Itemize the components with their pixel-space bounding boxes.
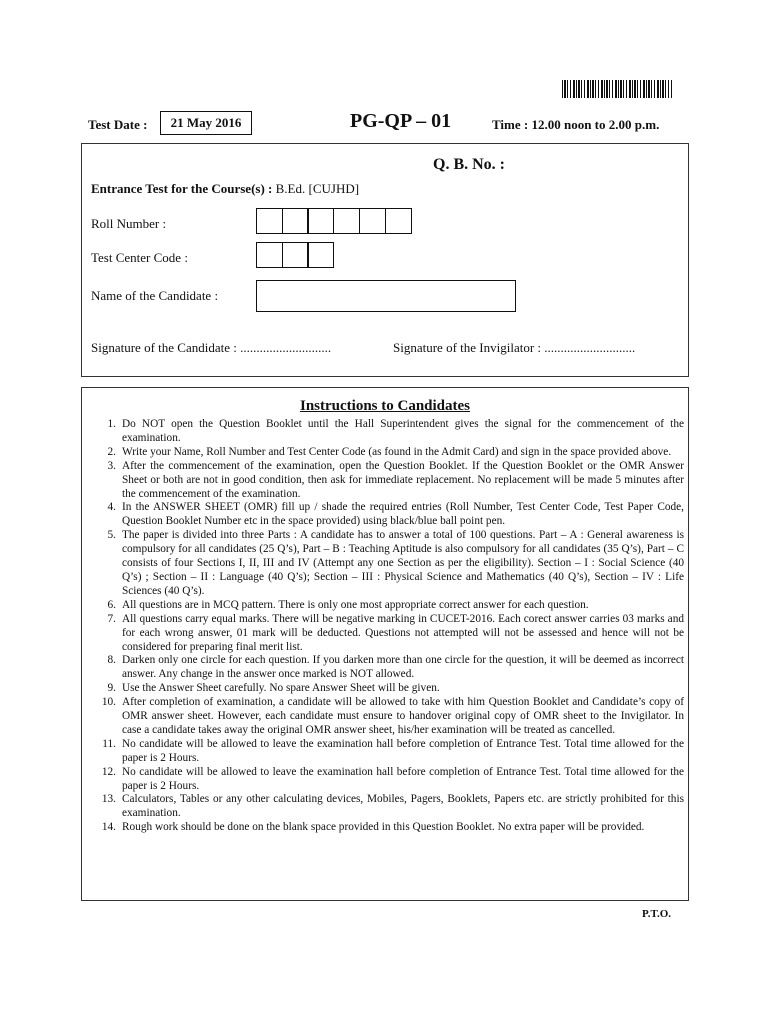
instruction-number: 10. bbox=[101, 696, 116, 709]
test-center-cell[interactable] bbox=[307, 242, 334, 268]
exam-time: Time : 12.00 noon to 2.00 p.m. bbox=[492, 117, 660, 132]
roll-number-cell[interactable] bbox=[359, 208, 386, 234]
instruction-number: 9. bbox=[107, 682, 116, 695]
qb-no-label: Q. B. No. : bbox=[433, 156, 505, 173]
instruction-number: 2. bbox=[107, 445, 116, 458]
instruction-text: The paper is divided into three Parts : A candidate has to answer a total of 100 questions. Part – A : General awareness is compulsory for all candidates (25 Q’s), Part – B : Teaching Aptitude is also compulsory for all candidates (35 Q’s), Part – C consists of four Sections I, II, III and IV (Attempt any one Section as per the eligibility). Section – I : Social Science (40 Q’s) ; Section – II : Language (40 Q’s); Section – III : Physical Science and Mathematics (40 Q’s), Section – IV : Life Sciences (40 Q’s). bbox=[122, 529, 684, 597]
instruction-text: All questions carry equal marks. There will be negative marking in CUCET-2016. Each corect answer carries 03 marks and for each wrong answer, 01 mark will be deducted. Questions not attempted will not be assessed and hence will not be considered for preparing final merit list. bbox=[122, 612, 684, 653]
course-line bbox=[91, 181, 359, 197]
test-center-label: Test Center Code : bbox=[91, 250, 188, 265]
test-center-cell[interactable] bbox=[282, 242, 309, 268]
instruction-text: After completion of examination, a candidate will be allowed to take with him Question Booklet and Candidate’s copy of OMR answer sheet. However, each candidate must ensure to handover original copy of OMR sheet to the Invigilator. In case a candidate takes away the original OMR answer sheet, his/her examination will be treated as cancelled. bbox=[122, 696, 684, 736]
instruction-item bbox=[90, 460, 684, 502]
candidate-details-box bbox=[81, 143, 689, 377]
instruction-item bbox=[90, 682, 684, 696]
test-center-cell[interactable] bbox=[256, 242, 283, 268]
course-label: Entrance Test for the Course(s) : bbox=[91, 181, 273, 196]
instruction-item bbox=[90, 821, 684, 835]
pto-label: P.T.O. bbox=[642, 908, 672, 920]
test-date-label: Test Date : bbox=[88, 117, 148, 132]
instruction-text: Rough work should be done on the blank space provided in this Question Booklet. No extra paper will be provided. bbox=[122, 821, 645, 834]
roll-number-cell[interactable] bbox=[307, 208, 334, 234]
instruction-item bbox=[90, 446, 684, 460]
instructions-list bbox=[90, 418, 684, 835]
instruction-item bbox=[90, 501, 684, 529]
instruction-number: 13. bbox=[101, 793, 116, 806]
instruction-item bbox=[90, 599, 684, 613]
paper-code: PG-QP – 01 bbox=[350, 110, 452, 132]
instruction-number: 1. bbox=[107, 418, 116, 430]
instruction-item bbox=[90, 529, 684, 599]
barcode bbox=[562, 80, 672, 98]
test-date-value: 21 May 2016 bbox=[160, 111, 252, 135]
candidate-signature: Signature of the Candidate : ............................ bbox=[91, 340, 332, 355]
instructions-title: Instructions to Candidates bbox=[299, 398, 471, 414]
instruction-text: No candidate will be allowed to leave the examination hall before completion of Entrance Test. Total time allowed for the paper is 2 Hours. bbox=[122, 737, 684, 764]
roll-number-cell[interactable] bbox=[385, 208, 412, 234]
instruction-text: In the ANSWER SHEET (OMR) fill up / shade the required entries (Roll Number, Test Center Code, Test Paper Code, Question Booklet Number etc in the space provided) using black/blue ball point pen. bbox=[122, 501, 684, 528]
instruction-item bbox=[90, 613, 684, 655]
instruction-number: 6. bbox=[107, 598, 116, 611]
instruction-text: After the commencement of the examination, open the Question Booklet. If the Question Booklet or the OMR Answer Sheet or both are not in good condition, then ask for immediate replacement. No replacement will be made 5 minutes after the commencement of the examination. bbox=[122, 459, 684, 500]
instruction-text: Write your Name, Roll Number and Test Center Code (as found in the Admit Card) and sign in the space provided above. bbox=[122, 445, 672, 458]
instruction-number: 4. bbox=[107, 501, 116, 514]
roll-number-field[interactable] bbox=[256, 208, 410, 234]
test-center-field[interactable] bbox=[256, 242, 333, 268]
instruction-item bbox=[90, 793, 684, 821]
candidate-name-label: Name of the Candidate : bbox=[91, 288, 219, 303]
instruction-text: All questions are in MCQ pattern. There is only one most appropriate correct answer for each question. bbox=[122, 598, 589, 611]
instruction-item bbox=[90, 766, 684, 794]
instruction-text: No candidate will be allowed to leave the examination hall before completion of Entrance Test. Total time allowed for the paper is 2 Hours. bbox=[122, 765, 684, 792]
roll-number-cell[interactable] bbox=[256, 208, 283, 234]
roll-number-cell[interactable] bbox=[282, 208, 309, 234]
header-row bbox=[88, 110, 688, 140]
instructions-box bbox=[81, 387, 689, 901]
invigilator-signature: Signature of the Invigilator : ............................ bbox=[393, 340, 636, 355]
instruction-number: 11. bbox=[102, 737, 116, 750]
instruction-number: 3. bbox=[107, 459, 116, 472]
instruction-number: 8. bbox=[107, 654, 116, 667]
instruction-item bbox=[90, 738, 684, 766]
roll-number-cell[interactable] bbox=[333, 208, 360, 234]
instruction-item bbox=[90, 654, 684, 682]
instruction-text: Darken only one circle for each question. If you darken more than one circle for the question, it will be deemed as incorrect answer. Any change in the answer once marked is NOT allowed. bbox=[122, 654, 684, 681]
instruction-number: 14. bbox=[101, 821, 116, 834]
instruction-number: 5. bbox=[107, 529, 116, 542]
roll-number-label: Roll Number : bbox=[91, 216, 167, 231]
course-value: B.Ed. [CUJHD] bbox=[275, 181, 360, 196]
instruction-number: 12. bbox=[101, 765, 116, 778]
instruction-text: Calculators, Tables or any other calculating devices, Mobiles, Pagers, Booklets, Papers etc. are strictly prohibited for this examination. bbox=[122, 793, 684, 820]
instruction-text: Use the Answer Sheet carefully. No spare Answer Sheet will be given. bbox=[122, 682, 440, 695]
instruction-text: Do NOT open the Question Booklet until the Hall Superintendent gives the signal for the commencement of the examination. bbox=[122, 418, 684, 444]
instruction-item bbox=[90, 418, 684, 446]
instruction-item bbox=[90, 696, 684, 738]
instruction-number: 7. bbox=[107, 612, 116, 625]
candidate-name-field[interactable] bbox=[256, 280, 516, 312]
